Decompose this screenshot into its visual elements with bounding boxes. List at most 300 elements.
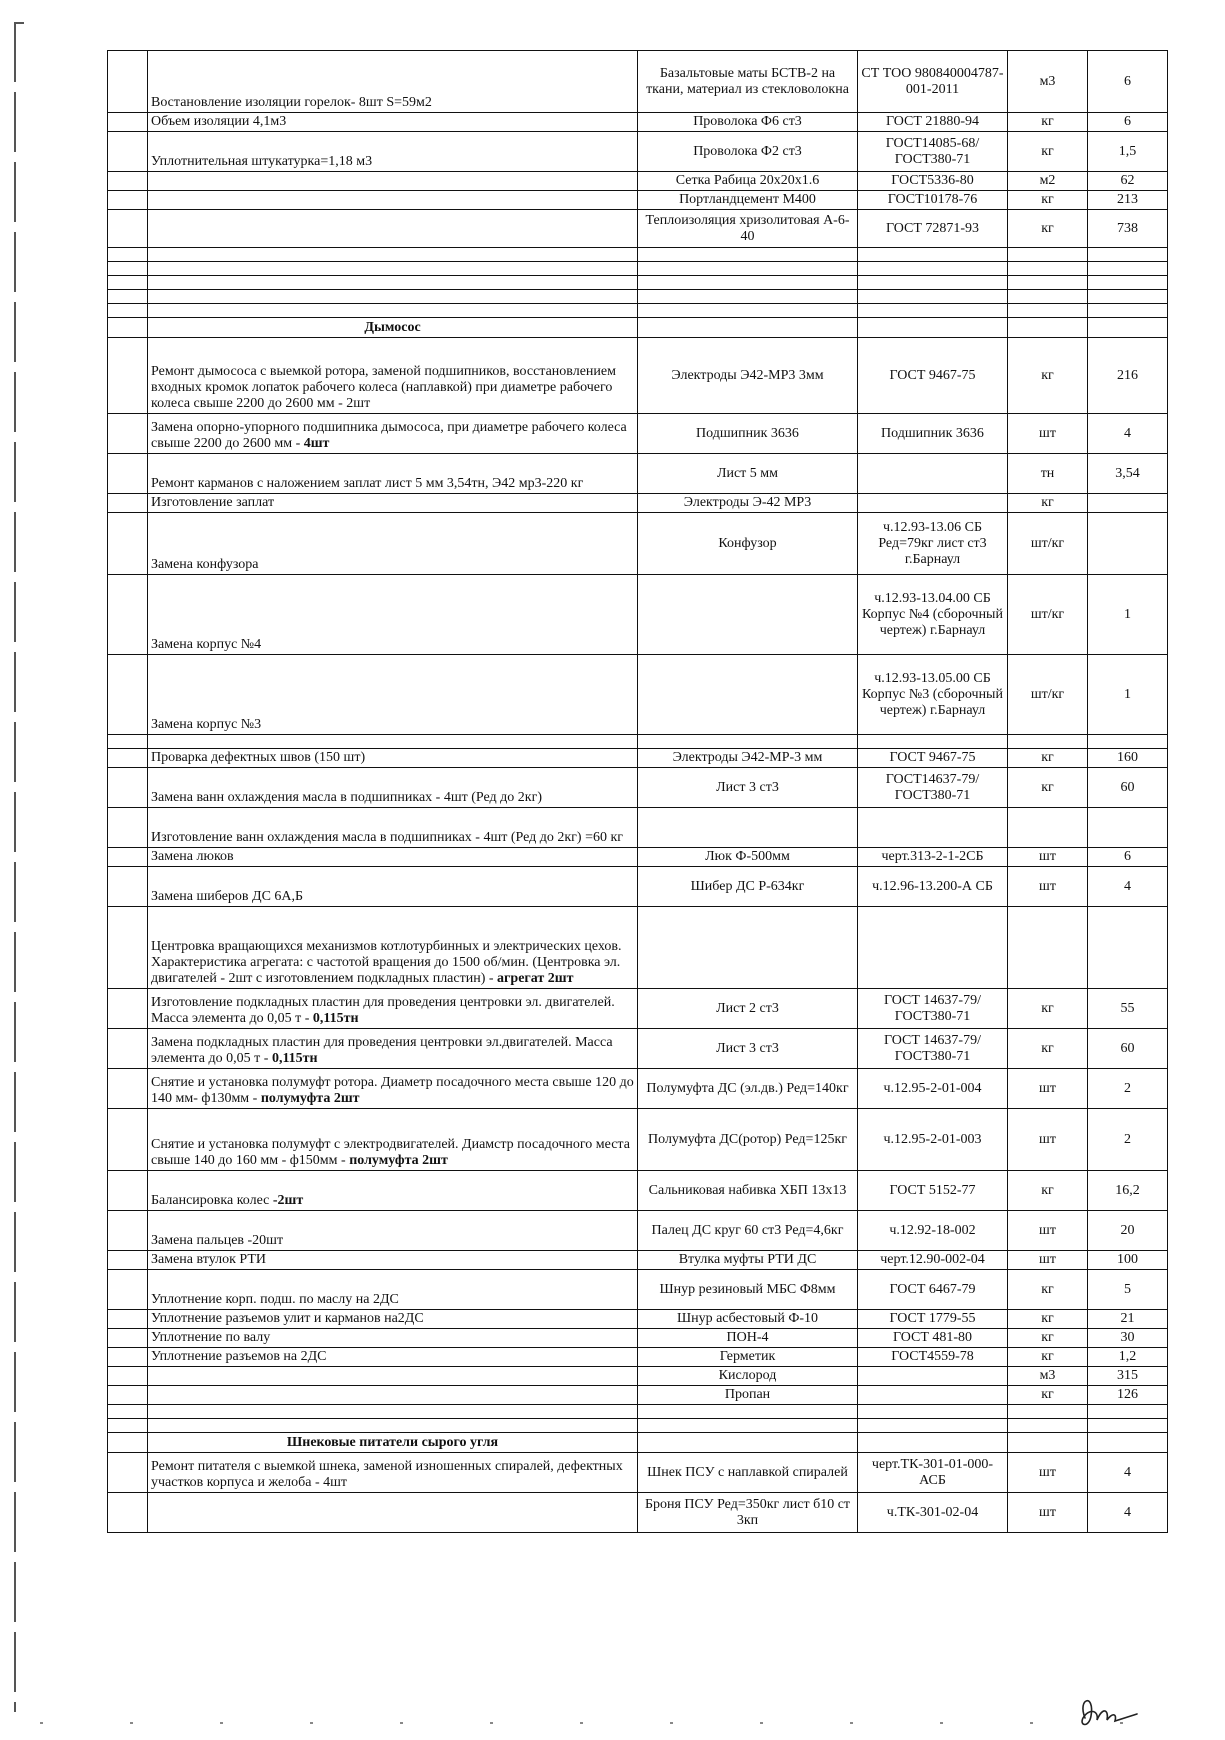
- standard-cell: [858, 1386, 1008, 1405]
- table-row: [108, 1386, 1168, 1405]
- work-description: [148, 1493, 638, 1533]
- standard-cell: [858, 1405, 1008, 1419]
- unit-cell: м3: [1008, 51, 1088, 113]
- work-description-text: Замена шиберов ДС 6А,Б: [151, 889, 304, 904]
- scan-corner: [14, 22, 24, 24]
- table-row: [108, 1069, 1168, 1109]
- work-description: [148, 1109, 638, 1171]
- std-cell: [858, 1433, 1008, 1453]
- material-cell: [638, 248, 858, 262]
- table-row: [108, 51, 1168, 113]
- section-row: [108, 1433, 1168, 1453]
- row-index-cell: [108, 768, 148, 808]
- row-index-cell: [108, 808, 148, 848]
- material-cell: [638, 1419, 858, 1433]
- row-index-cell: [108, 655, 148, 735]
- quantity-cell: [1088, 1419, 1168, 1433]
- table-row: [108, 749, 1168, 768]
- material-cell: Лист 5 мм: [638, 454, 858, 494]
- section-title: Дымосос: [148, 318, 638, 338]
- work-description-text: Ремонт дымососа с выемкой ротора, заменой подшипников, восстановлением входных кромок лопаток рабочего колеса (наплавкой) при диаметре рабочего колеса свыше 2200 до 2600 мм - 2шт: [151, 364, 616, 411]
- work-description: [148, 210, 638, 248]
- row-index-cell: [108, 454, 148, 494]
- standard-cell: [858, 304, 1008, 318]
- work-description: [148, 1270, 638, 1310]
- unit-cell: кг: [1008, 132, 1088, 172]
- work-description: [148, 113, 638, 132]
- unit-cell: м3: [1008, 1367, 1088, 1386]
- work-description: [148, 1251, 638, 1270]
- standard-cell: ГОСТ 5152-77: [858, 1171, 1008, 1211]
- work-description: [148, 494, 638, 513]
- standard-cell: [858, 262, 1008, 276]
- material-cell: Кислород: [638, 1367, 858, 1386]
- quantity-cell: [1088, 304, 1168, 318]
- work-description: [148, 867, 638, 907]
- table-row: [108, 191, 1168, 210]
- unit-cell: [1008, 248, 1088, 262]
- work-description-text: Замена ванн охлаждения масла в подшипниках - 4шт (Ред до 2кг): [151, 790, 542, 805]
- standard-cell: ч.ТК-301-02-04: [858, 1493, 1008, 1533]
- table-row: [108, 735, 1168, 749]
- unit-cell: шт: [1008, 1069, 1088, 1109]
- material-cell: Электроды Э42-МР3 3мм: [638, 338, 858, 414]
- work-description: [148, 989, 638, 1029]
- material-cell: [638, 276, 858, 290]
- work-description-text: Центровка вращающихся механизмов котлотурбинных и электрических цехов. Характеристика агрегата: с частотой вращения до 1500 об/мин. (Центровка эл. двигателей - 2шт с изготовлением подкладных пластин) -: [151, 939, 622, 986]
- work-description: [148, 132, 638, 172]
- table-row: [108, 1211, 1168, 1251]
- material-cell: Конфузор: [638, 513, 858, 575]
- quantity-cell: [1088, 808, 1168, 848]
- unit-cell: [1008, 262, 1088, 276]
- quantity-cell: 160: [1088, 749, 1168, 768]
- material-cell: Герметик: [638, 1348, 858, 1367]
- unit-cell: кг: [1008, 1171, 1088, 1211]
- row-index-cell: [108, 1270, 148, 1310]
- unit-cell: кг: [1008, 768, 1088, 808]
- work-description-emphasis: 0,115тн: [271, 1051, 318, 1066]
- table-body: [108, 51, 1168, 1533]
- row-index-cell: [108, 1171, 148, 1211]
- table-row: [108, 1493, 1168, 1533]
- mat-cell: [638, 318, 858, 338]
- quantity-cell: 5: [1088, 1270, 1168, 1310]
- row-index-cell: [108, 1367, 148, 1386]
- unit-cell: м2: [1008, 172, 1088, 191]
- unit-cell: [1008, 808, 1088, 848]
- standard-cell: ГОСТ 72871-93: [858, 210, 1008, 248]
- table-row: [108, 1310, 1168, 1329]
- standard-cell: ГОСТ 1779-55: [858, 1310, 1008, 1329]
- unit-cell: [1008, 1433, 1088, 1453]
- quantity-cell: 1: [1088, 575, 1168, 655]
- work-description-text: Замена пальцев -20шт: [151, 1233, 284, 1248]
- unit-cell: кг: [1008, 338, 1088, 414]
- unit-cell: [1008, 290, 1088, 304]
- table-row: [108, 414, 1168, 454]
- quantity-cell: 1,2: [1088, 1348, 1168, 1367]
- standard-cell: ч.12.93-13.05.00 СБ Корпус №3 (сборочный чертеж) г.Барнаул: [858, 655, 1008, 735]
- unit-cell: шт: [1008, 1493, 1088, 1533]
- work-description-text: Замена втулок РТИ: [151, 1252, 266, 1267]
- work-description: [148, 248, 638, 262]
- standard-cell: ГОСТ 6467-79: [858, 1270, 1008, 1310]
- table-row: [108, 1171, 1168, 1211]
- work-description: [148, 304, 638, 318]
- standard-cell: черт.ТК-301-01-000-АСБ: [858, 1453, 1008, 1493]
- work-description: [148, 1029, 638, 1069]
- table-row: [108, 1329, 1168, 1348]
- table-row: [108, 848, 1168, 867]
- material-cell: Подшипник 3636: [638, 414, 858, 454]
- row-index-cell: [108, 1493, 148, 1533]
- quantity-cell: [1088, 290, 1168, 304]
- row-index-cell: [108, 907, 148, 989]
- unit-cell: [1008, 318, 1088, 338]
- quantity-cell: 1,5: [1088, 132, 1168, 172]
- standard-cell: ч.12.95-2-01-004: [858, 1069, 1008, 1109]
- table-row: [108, 1405, 1168, 1419]
- work-description-text: Замена подкладных пластин для проведения центровки эл.двигателей. Масса элемента до 0,05 т -: [151, 1035, 613, 1066]
- row-index-cell: [108, 494, 148, 513]
- work-description: [148, 655, 638, 735]
- quantity-cell: 20: [1088, 1211, 1168, 1251]
- standard-cell: ГОСТ 21880-94: [858, 113, 1008, 132]
- quantity-cell: 738: [1088, 210, 1168, 248]
- work-description-emphasis: 4шт: [303, 436, 330, 451]
- quantity-cell: [1088, 735, 1168, 749]
- row-index-cell: [108, 989, 148, 1029]
- unit-cell: шт: [1008, 1453, 1088, 1493]
- standard-cell: [858, 276, 1008, 290]
- standard-cell: ч.12.92-18-002: [858, 1211, 1008, 1251]
- table-row: [108, 1453, 1168, 1493]
- work-description: [148, 735, 638, 749]
- quantity-cell: 60: [1088, 768, 1168, 808]
- standard-cell: ГОСТ4559-78: [858, 1348, 1008, 1367]
- work-description: [148, 454, 638, 494]
- standard-cell: ГОСТ14637-79/ГОСТ380-71: [858, 768, 1008, 808]
- unit-cell: шт: [1008, 1109, 1088, 1171]
- row-index-cell: [108, 1405, 148, 1419]
- unit-cell: кг: [1008, 989, 1088, 1029]
- unit-cell: кг: [1008, 494, 1088, 513]
- table-row: [108, 989, 1168, 1029]
- table-row: [108, 338, 1168, 414]
- table-row: [108, 907, 1168, 989]
- standard-cell: ГОСТ 9467-75: [858, 749, 1008, 768]
- table-row: [108, 655, 1168, 735]
- material-cell: Теплоизоляция хризолитовая А-6-40: [638, 210, 858, 248]
- material-cell: Электроды Э42-МР-3 мм: [638, 749, 858, 768]
- row-index-cell: [108, 248, 148, 262]
- quantity-cell: 6: [1088, 848, 1168, 867]
- material-cell: Сетка Рабица 20х20х1.6: [638, 172, 858, 191]
- table-row: [108, 276, 1168, 290]
- material-cell: [638, 304, 858, 318]
- row-index-cell: [108, 735, 148, 749]
- standard-cell: ч.12.93-13.06 СБ Ред=79кг лист ст3 г.Барнаул: [858, 513, 1008, 575]
- quantity-cell: 21: [1088, 1310, 1168, 1329]
- material-cell: Лист 3 ст3: [638, 1029, 858, 1069]
- material-cell: Втулка муфты РТИ ДС: [638, 1251, 858, 1270]
- unit-cell: шт/кг: [1008, 655, 1088, 735]
- qty-cell: [1088, 1433, 1168, 1453]
- work-description-emphasis: полумуфта 2шт: [260, 1091, 360, 1106]
- unit-cell: [1008, 304, 1088, 318]
- table-row: [108, 1419, 1168, 1433]
- work-description-text: Востановление изоляции горелок- 8шт S=59м2: [151, 95, 432, 110]
- quantity-cell: 2: [1088, 1069, 1168, 1109]
- unit-cell: кг: [1008, 1348, 1088, 1367]
- work-description: [148, 1405, 638, 1419]
- work-description-emphasis: 0,115тн: [312, 1011, 359, 1026]
- table-row: [108, 768, 1168, 808]
- unit-cell: кг: [1008, 1029, 1088, 1069]
- row-index-cell: [108, 172, 148, 191]
- work-description: [148, 1310, 638, 1329]
- material-cell: Палец ДС круг 60 ст3 Ред=4,6кг: [638, 1211, 858, 1251]
- table-row: [108, 304, 1168, 318]
- standard-cell: ГОСТ14085-68/ГОСТ380-71: [858, 132, 1008, 172]
- standard-cell: [858, 907, 1008, 989]
- section-title: Шнековые питатели сырого угля: [148, 1433, 638, 1453]
- work-description-text: Замена опорно-упорного подшипника дымососа, при диаметре рабочего колеса свыше 2200 до 2600 мм -: [151, 420, 627, 451]
- unit-cell: тн: [1008, 454, 1088, 494]
- quantity-cell: [1088, 494, 1168, 513]
- row-index-cell: [108, 210, 148, 248]
- quantity-cell: 1: [1088, 655, 1168, 735]
- standard-cell: Подшипник 3636: [858, 414, 1008, 454]
- work-description: [148, 262, 638, 276]
- qty-cell: [1088, 318, 1168, 338]
- row-index-cell: [108, 318, 148, 338]
- work-description-text: Уплотнение по валу: [151, 1330, 271, 1345]
- quantity-cell: 315: [1088, 1367, 1168, 1386]
- work-description-text: Замена люков: [151, 849, 234, 864]
- material-cell: Проволока Ф2 ст3: [638, 132, 858, 172]
- unit-cell: [1008, 907, 1088, 989]
- standard-cell: ГОСТ5336-80: [858, 172, 1008, 191]
- row-index-cell: [108, 513, 148, 575]
- material-cell: Портландцемент М400: [638, 191, 858, 210]
- work-description-text: Ремонт питателя с выемкой шнека, заменой изношенных спиралей, дефектных участков корпуса и желоба - 4шт: [151, 1459, 623, 1490]
- row-index-cell: [108, 338, 148, 414]
- quantity-cell: 126: [1088, 1386, 1168, 1405]
- table-row: [108, 1029, 1168, 1069]
- table-row: [108, 513, 1168, 575]
- standard-cell: ч.12.93-13.04.00 СБ Корпус №4 (сборочный чертеж) г.Барнаул: [858, 575, 1008, 655]
- work-description-text: Замена корпус №4: [151, 637, 262, 652]
- work-description-text: Уплотнение корп. подш. по маслу на 2ДС: [151, 1292, 399, 1307]
- row-index-cell: [108, 1069, 148, 1109]
- material-cell: Шнур резиновый МБС Ф8мм: [638, 1270, 858, 1310]
- work-description-text: Снятие и установка полумуфт с электродвигателей. Диамстр посадочного места свыше 140 до 160 мм - ф150мм -: [151, 1137, 630, 1168]
- material-cell: Полумуфта ДС (эл.дв.) Ред=140кг: [638, 1069, 858, 1109]
- unit-cell: кг: [1008, 1270, 1088, 1310]
- standard-cell: [858, 248, 1008, 262]
- row-index-cell: [108, 1419, 148, 1433]
- material-cell: [638, 808, 858, 848]
- table-row: [108, 1109, 1168, 1171]
- work-description-text: Ремонт карманов с наложением заплат лист 5 мм 3,54тн, Э42 мр3-220 кг: [151, 476, 584, 491]
- material-cell: [638, 1405, 858, 1419]
- material-cell: [638, 907, 858, 989]
- work-description: [148, 1069, 638, 1109]
- material-cell: Шнек ПСУ с наплавкой спиралей: [638, 1453, 858, 1493]
- quantity-cell: [1088, 262, 1168, 276]
- standard-cell: черт.12.90-002-04: [858, 1251, 1008, 1270]
- table-row: [108, 454, 1168, 494]
- unit-cell: кг: [1008, 749, 1088, 768]
- material-cell: ПОН-4: [638, 1329, 858, 1348]
- work-description-text: Снятие и установка полумуфт ротора. Диаметр посадочного места свыше 120 до 140 мм- ф130мм -: [151, 1075, 634, 1106]
- standard-cell: СТ ТОО 980840004787-001-2011: [858, 51, 1008, 113]
- work-description: [148, 1419, 638, 1433]
- table-row: [108, 262, 1168, 276]
- table-row: [108, 575, 1168, 655]
- row-index-cell: [108, 1348, 148, 1367]
- standard-cell: [858, 1419, 1008, 1433]
- work-description-text: Уплотнение разъемов улит и карманов на2ДС: [151, 1311, 424, 1326]
- quantity-cell: [1088, 1405, 1168, 1419]
- quantity-cell: 55: [1088, 989, 1168, 1029]
- quantity-cell: 213: [1088, 191, 1168, 210]
- work-description-text: Уплотнение разъемов на 2ДС: [151, 1349, 327, 1364]
- work-description-text: Изготовление заплат: [151, 495, 275, 510]
- row-index-cell: [108, 1029, 148, 1069]
- unit-cell: [1008, 1405, 1088, 1419]
- material-cell: Шибер ДС Р-634кг: [638, 867, 858, 907]
- quantity-cell: 2: [1088, 1109, 1168, 1171]
- table-row: [108, 808, 1168, 848]
- quantity-cell: 100: [1088, 1251, 1168, 1270]
- table-row: [108, 1270, 1168, 1310]
- unit-cell: шт: [1008, 867, 1088, 907]
- work-description: [148, 1171, 638, 1211]
- work-description-text: Замена конфузора: [151, 557, 259, 572]
- row-index-cell: [108, 867, 148, 907]
- work-description: [148, 172, 638, 191]
- standard-cell: ГОСТ 481-80: [858, 1329, 1008, 1348]
- standard-cell: [858, 808, 1008, 848]
- row-index-cell: [108, 191, 148, 210]
- quantity-cell: 62: [1088, 172, 1168, 191]
- table-row: [108, 290, 1168, 304]
- material-cell: [638, 655, 858, 735]
- quantity-cell: 4: [1088, 867, 1168, 907]
- row-index-cell: [108, 575, 148, 655]
- standard-cell: черт.313-2-1-2СБ: [858, 848, 1008, 867]
- row-index-cell: [108, 1329, 148, 1348]
- material-cell: Пропан: [638, 1386, 858, 1405]
- table-row: [108, 1348, 1168, 1367]
- row-index-cell: [108, 1310, 148, 1329]
- material-cell: Полумуфта ДС(ротор) Ред=125кг: [638, 1109, 858, 1171]
- row-index-cell: [108, 1433, 148, 1453]
- quantity-cell: 16,2: [1088, 1171, 1168, 1211]
- row-index-cell: [108, 1211, 148, 1251]
- work-description: [148, 338, 638, 414]
- standard-cell: ГОСТ10178-76: [858, 191, 1008, 210]
- unit-cell: шт: [1008, 1251, 1088, 1270]
- unit-cell: кг: [1008, 1329, 1088, 1348]
- quantity-cell: [1088, 248, 1168, 262]
- work-description-text: Замена корпус №3: [151, 717, 262, 732]
- standard-cell: ч.12.95-2-01-003: [858, 1109, 1008, 1171]
- unit-cell: кг: [1008, 1386, 1088, 1405]
- standard-cell: ГОСТ 14637-79/ГОСТ380-71: [858, 989, 1008, 1029]
- standard-cell: ГОСТ 14637-79/ГОСТ380-71: [858, 1029, 1008, 1069]
- work-description-text: Балансировка колес: [151, 1193, 273, 1208]
- standard-cell: ч.12.96-13.200-А СБ: [858, 867, 1008, 907]
- row-index-cell: [108, 1386, 148, 1405]
- standard-cell: [858, 735, 1008, 749]
- work-description: [148, 848, 638, 867]
- material-cell: [638, 290, 858, 304]
- row-index-cell: [108, 848, 148, 867]
- materials-table: [107, 50, 1168, 1533]
- unit-cell: кг: [1008, 1310, 1088, 1329]
- row-index-cell: [108, 132, 148, 172]
- standard-cell: [858, 290, 1008, 304]
- quantity-cell: 4: [1088, 1493, 1168, 1533]
- quantity-cell: 4: [1088, 1453, 1168, 1493]
- material-cell: Броня ПСУ Ред=350кг лист б10 ст 3кп: [638, 1493, 858, 1533]
- row-index-cell: [108, 290, 148, 304]
- work-description: [148, 1329, 638, 1348]
- row-index-cell: [108, 1109, 148, 1171]
- table-row: [108, 113, 1168, 132]
- material-cell: Сальниковая набивка ХБП 13х13: [638, 1171, 858, 1211]
- row-index-cell: [108, 1251, 148, 1270]
- unit-cell: кг: [1008, 210, 1088, 248]
- unit-cell: шт/кг: [1008, 513, 1088, 575]
- work-description-text: Изготовление ванн охлаждения масла в подшипниках - 4шт (Ред до 2кг) =60 кг: [151, 830, 624, 845]
- row-index-cell: [108, 1453, 148, 1493]
- quantity-cell: 60: [1088, 1029, 1168, 1069]
- quantity-cell: 6: [1088, 113, 1168, 132]
- row-index-cell: [108, 113, 148, 132]
- table-row: [108, 1367, 1168, 1386]
- material-cell: Шнур асбестовый Ф-10: [638, 1310, 858, 1329]
- quantity-cell: [1088, 513, 1168, 575]
- row-index-cell: [108, 51, 148, 113]
- table-row: [108, 132, 1168, 172]
- quantity-cell: 30: [1088, 1329, 1168, 1348]
- unit-cell: шт: [1008, 414, 1088, 454]
- unit-cell: кг: [1008, 191, 1088, 210]
- unit-cell: [1008, 1419, 1088, 1433]
- material-cell: [638, 262, 858, 276]
- work-description-text: Изготовление подкладных пластин для проведения центровки эл. двигателей. Масса элемента до 0,05 т -: [151, 995, 615, 1026]
- work-description: [148, 575, 638, 655]
- material-cell: Люк Ф-500мм: [638, 848, 858, 867]
- std-cell: [858, 318, 1008, 338]
- work-description: [148, 1453, 638, 1493]
- table-row: [108, 248, 1168, 262]
- work-description: [148, 414, 638, 454]
- work-description-text: Проварка дефектных швов (150 шт): [151, 750, 366, 765]
- table-row: [108, 172, 1168, 191]
- work-description: [148, 1348, 638, 1367]
- work-description: [148, 1367, 638, 1386]
- work-description: [148, 276, 638, 290]
- material-cell: Лист 3 ст3: [638, 768, 858, 808]
- row-index-cell: [108, 749, 148, 768]
- work-description: [148, 808, 638, 848]
